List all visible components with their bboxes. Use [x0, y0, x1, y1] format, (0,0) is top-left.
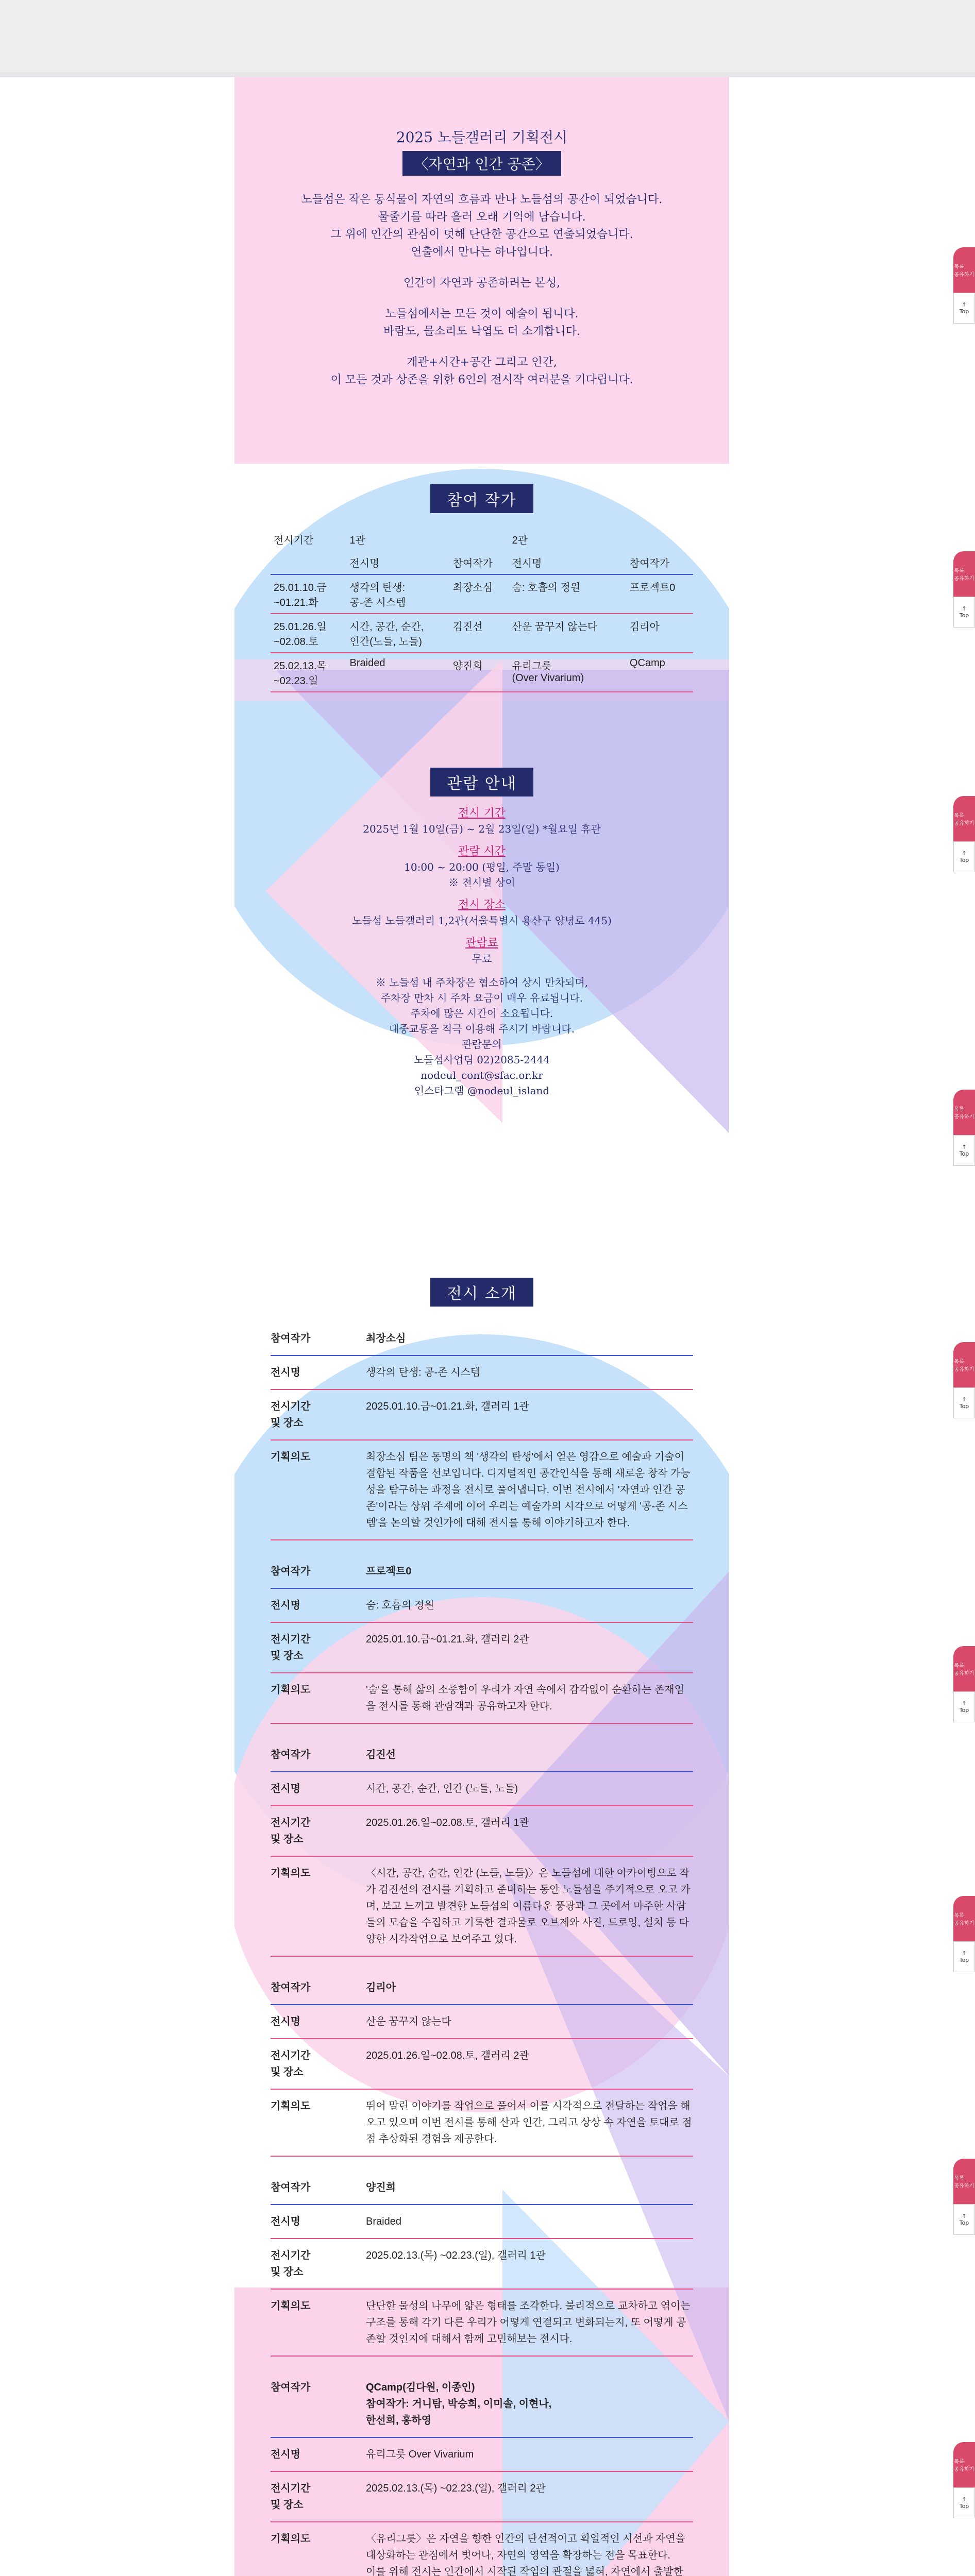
table-cell: 산운 꿈꾸지 않는다	[509, 614, 626, 653]
table-cell: 김진선	[450, 614, 509, 653]
intro-paragraph: 인간이 자연과 공존하려는 본성,	[403, 277, 561, 290]
description-key: 전시명	[271, 1783, 300, 1794]
description-row	[271, 1738, 693, 1772]
description-row	[271, 2438, 693, 2472]
side-button-group	[953, 796, 975, 872]
guide-label: 전시 기간	[458, 807, 506, 820]
top-button[interactable]	[953, 1691, 975, 1722]
table-header	[271, 551, 347, 574]
description-key: 기획의도	[271, 2300, 311, 2312]
arrow-up-icon: ↑	[962, 850, 967, 857]
description-key: 전시기간 및 장소	[271, 2483, 311, 2511]
share-side-button[interactable]: 목록 공유하기	[953, 2442, 975, 2487]
table-cell: 25.01.10.금 ~01.21.화	[271, 574, 347, 614]
table-cell: 25.02.13.목 ~02.23.일	[271, 653, 347, 692]
guide-info	[271, 806, 693, 967]
description-key: 전시명	[271, 1600, 300, 1611]
description-value: 김리아	[366, 1982, 396, 1993]
table-row	[271, 614, 693, 653]
description-key: 전시기간 및 장소	[271, 1817, 311, 1845]
guide-text: 노들섬 노들갤러리 1,2관(서울특별시 용산구 양녕로 445)	[352, 914, 612, 927]
table-cell: 생각의 탄생: 공-존 시스템	[347, 574, 450, 614]
description-row	[271, 2472, 693, 2522]
description-value: 산운 꿈꾸지 않는다	[366, 2016, 451, 2027]
description-key: 전시명	[271, 2449, 300, 2460]
table-cell: Braided	[347, 653, 450, 692]
description-row	[271, 1322, 693, 1356]
exhibition-description	[271, 1971, 693, 2171]
description-value: 〈유리그릇〉은 자연을 향한 인간의 단선적이고 획일적인 시선과 자연을 대상화하는 관점에서 벗어나, 자연의 영역을 확장하는 전을 목표한다. 이를 위해 전시는 인간에서 시작된 작업의 관절을 넓혀, 자연에서 출발한	[366, 2533, 685, 2576]
description-key: 참여작가	[271, 2182, 311, 2193]
description-row	[271, 2039, 693, 2090]
description-value: 〈시간, 공간, 순간, 인간 (노들, 노들)〉은 노들섬에 대한 아카이빙으로 작가 김진선의 전시를 기획하고 준비하는 동안 노들섬을 주기적으로 오고 가며, 보고 느끼고 발견한 노들섬의 이름다운 풍광과 그 곳에서 마주한 사람들의 모습을 수집하고 기록한 결과물로 오브제와 사진, 드로잉, 설치 등 다양한 시각작업으로 보여주고 있다.	[366, 1868, 691, 1945]
table-header: 전시명	[347, 551, 450, 574]
share-side-button[interactable]: 목록 공유하기	[953, 247, 975, 293]
top-button[interactable]	[953, 1387, 975, 1418]
description-value: '숨'을 통해 삶의 소중함이 우리가 자연 속에서 감각없이 순환하는 존재임을 전시를 통해 관람객과 공유하고자 한다.	[366, 1684, 684, 1712]
description-row	[271, 2005, 693, 2039]
table-cell: 최장소심	[450, 574, 509, 614]
top-label: Top	[959, 1150, 969, 1157]
description-row	[271, 1555, 693, 1589]
side-button-group	[953, 1342, 975, 1418]
description-key: 기획의도	[271, 1684, 311, 1696]
description-row	[271, 1971, 693, 2005]
table-row	[271, 653, 693, 692]
intro-paragraph: 노들섬은 작은 동식물이 자연의 흐름과 만나 노들섬의 공간이 되었습니다. 물줄기를 따라 흘러 오래 기억에 남습니다. 그 위에 인간의 관심이 덧해 단단한 공간으로 연출되었습니다. 연출에서 만나는 하나입니다.	[301, 193, 663, 259]
artists-section-title: 참여 작가	[430, 484, 533, 513]
table-cell: 2관	[512, 535, 528, 546]
intro-paragraph: 개관+시간+공간 그리고 인간, 이 모든 것과 상존을 위한 6인의 전시작 여러분을 기다립니다.	[330, 356, 633, 386]
intro-text	[271, 191, 693, 389]
share-side-button[interactable]: 목록 공유하기	[953, 1342, 975, 1387]
description-key: 전시명	[271, 2016, 300, 2027]
description-value: 2025.02.13.(목) ~02.23.(일), 갤러리 1관	[366, 2250, 546, 2261]
guide-section-title: 관람 안내	[430, 768, 533, 796]
description-value: 2025.01.10.금~01.21.화, 갤러리 2관	[366, 1634, 529, 1645]
inquiry-title: 관람문의	[462, 1038, 502, 1050]
description-value: 2025.01.26.일~02.08.토, 갤러리 2관	[366, 2050, 529, 2061]
description-key: 전시명	[271, 1367, 300, 1378]
top-label: Top	[959, 1707, 969, 1714]
top-label: Top	[959, 2219, 969, 2226]
share-side-button[interactable]: 목록 공유하기	[953, 551, 975, 597]
description-value: 김진선	[366, 1749, 396, 1760]
description-value: 뛰어 말린 이야기를 작업으로 풀어서 이를 시각적으로 전달하는 작업을 해오고 있으며 이번 전시를 통해 산과 인간, 그리고 상상 속 자연을 토대로 점점 추상화된 경험을 제공한다.	[366, 2100, 692, 2145]
description-value: 최장소심	[366, 1333, 406, 1344]
table-header: 참여작가	[627, 551, 693, 574]
top-button[interactable]	[953, 1135, 975, 1166]
guide-text: 무료	[472, 953, 492, 965]
share-side-button[interactable]: 목록 공유하기	[953, 1896, 975, 1941]
inquiry-info: 노들섬사업팀 02)2085-2444 nodeul_cont@sfac.or.kr 인스타그램 @nodeul_island	[413, 1054, 550, 1097]
description-value: 2025.01.10.금~01.21.화, 갤러리 1관	[366, 1401, 529, 1412]
description-value: 숨: 호흡의 정원	[366, 1600, 434, 1611]
arrow-up-icon: ↑	[962, 301, 967, 308]
description-row	[271, 1390, 693, 1440]
top-button[interactable]	[953, 597, 975, 628]
description-row	[271, 1356, 693, 1390]
share-side-button[interactable]: 목록 공유하기	[953, 1646, 975, 1691]
description-row	[271, 1806, 693, 1857]
side-button-group	[953, 247, 975, 324]
description-key: 전시기간 및 장소	[271, 1634, 311, 1662]
description-value: QCamp(김다원, 이종인) 참여작가: 거니탐, 박승희, 이미솔, 이현나, 한선희, 홍하영	[366, 2382, 552, 2426]
top-label: Top	[959, 308, 969, 315]
intro-subtitle: 〈자연과 인간 공존〉	[402, 151, 561, 176]
table-row	[271, 574, 693, 614]
top-label: Top	[959, 1403, 969, 1410]
top-button[interactable]	[953, 1941, 975, 1972]
intro-paragraph: 노들섬에서는 모든 것이 예술이 됩니다. 바람도, 물소리도 낙엽도 더 소개합니다.	[383, 308, 580, 338]
table-cell: 1관	[349, 535, 365, 546]
description-key: 전시기간 및 장소	[271, 1401, 311, 1429]
guide-notes: ※ 노들섬 내 주차장은 협소하여 상시 만차되며, 주차장 만차 시 주차 요금이 매우 유료됩니다. 주차에 많은 시간이 소요됩니다. 대중교통을 적극 이용해 주시기 바랍니다.	[375, 976, 589, 1035]
description-key: 참여작가	[271, 1333, 311, 1344]
description-row	[271, 2290, 693, 2357]
desc-section-title: 전시 소개	[430, 1278, 533, 1307]
description-row	[271, 1589, 693, 1623]
guide-text: 10:00 ~ 20:00 (평일, 주말 동일) ※ 전시별 상이	[404, 861, 560, 889]
side-button-group	[953, 1646, 975, 1722]
description-key: 기획의도	[271, 1868, 311, 1879]
arrow-up-icon: ↑	[962, 1396, 967, 1403]
description-key: 전시명	[271, 2216, 300, 2227]
side-button-group	[953, 551, 975, 628]
top-button[interactable]	[953, 2487, 975, 2518]
share-side-button[interactable]: 목록 공유하기	[953, 2159, 975, 2204]
exhibition-description	[271, 2371, 693, 2576]
top-button[interactable]	[953, 841, 975, 872]
guide-label: 관람료	[465, 937, 498, 950]
description-value: 최장소심 팀은 동명의 책 '생각의 탄생'에서 얻은 영감으로 예술과 기술이 결합된 작품을 선보입니다. 디지털적인 공간인식을 통해 새로운 창작 가능성을 탐구하는 과정을 전시로 풀어냅니다. 이번 전시에서 '자연과 인간 공존'이라는 상위 주제에 이어 우리는 예술가의 시각으로 어떻게 '공-존 시스템'을 논의할 것인가에 대해 전시를 통해 이야기하고자 한다.	[366, 1451, 691, 1529]
table-cell: QCamp	[627, 653, 693, 692]
description-value: 2025.02.13.(목) ~02.23.(일), 갤러리 2관	[366, 2483, 546, 2494]
arrow-up-icon: ↑	[962, 605, 967, 612]
exhibition-description	[271, 1322, 693, 1555]
side-button-group	[953, 1896, 975, 1972]
description-key: 참여작가	[271, 2382, 311, 2393]
exhibition-poster	[234, 77, 729, 2576]
table-cell: 숨: 호흡의 정원	[509, 574, 626, 614]
description-row	[271, 1623, 693, 1673]
intro-title: 2025 노들갤러리 기획전시	[396, 129, 568, 146]
arrow-up-icon: ↑	[962, 2213, 967, 2219]
table-header: 전시명	[509, 551, 626, 574]
table-header: 참여작가	[450, 551, 509, 574]
description-value: 양진희	[366, 2182, 396, 2193]
share-side-button[interactable]: 목록 공유하기	[953, 796, 975, 841]
arrow-up-icon: ↑	[962, 1700, 967, 1707]
description-row	[271, 1857, 693, 1957]
side-button-group	[953, 1090, 975, 1166]
description-key: 전시기간 및 장소	[271, 2050, 311, 2078]
arrow-up-icon: ↑	[962, 1144, 967, 1150]
exhibition-description	[271, 1738, 693, 1971]
exhibition-descriptions	[271, 1322, 693, 2576]
description-row	[271, 1772, 693, 1806]
guide-label: 전시 장소	[458, 899, 506, 911]
top-button[interactable]	[953, 2204, 975, 2235]
description-key: 기획의도	[271, 1451, 311, 1463]
table-cell: 김리아	[627, 614, 693, 653]
description-value: 2025.01.26.일~02.08.토, 갤러리 1관	[366, 1817, 529, 1828]
description-value: 프로젝트0	[366, 1566, 412, 1577]
description-row	[271, 2371, 693, 2438]
table-cell: 양진희	[450, 653, 509, 692]
description-key: 참여작가	[271, 1566, 311, 1577]
description-value: Braided	[366, 2216, 401, 2227]
top-button[interactable]	[953, 293, 975, 324]
table-cell: 시간, 공간, 순간, 인간(노들, 노들)	[347, 614, 450, 653]
top-label: Top	[959, 612, 969, 619]
table-cell: 프로젝트0	[627, 574, 693, 614]
artists-table	[271, 528, 693, 692]
top-label: Top	[959, 1957, 969, 1963]
table-cell: 25.01.26.일 ~02.08.토	[271, 614, 347, 653]
side-button-group	[953, 2442, 975, 2518]
arrow-up-icon: ↑	[962, 1950, 967, 1957]
description-row	[271, 2090, 693, 2157]
table-cell: 전시기간	[274, 535, 314, 546]
description-row	[271, 2239, 693, 2290]
description-row	[271, 1440, 693, 1540]
guide-label: 관람 시간	[458, 845, 506, 858]
side-button-group	[953, 2159, 975, 2235]
description-value: 시간, 공간, 순간, 인간 (노들, 노들)	[366, 1783, 518, 1794]
arrow-up-icon: ↑	[962, 2496, 967, 2503]
description-key: 기획의도	[271, 2100, 311, 2112]
description-key: 기획의도	[271, 2533, 311, 2545]
top-label: Top	[959, 2503, 969, 2510]
description-key: 참여작가	[271, 1982, 311, 1993]
browser-top-bar	[0, 0, 975, 77]
description-row	[271, 2522, 693, 2576]
table-cell: 유리그릇 (Over Vivarium)	[509, 653, 626, 692]
description-row	[271, 1673, 693, 1724]
exhibition-description	[271, 2171, 693, 2371]
guide-text: 2025년 1월 10일(금) ~ 2월 23일(일) *월요일 휴관	[363, 823, 601, 835]
description-key: 전시기간 및 장소	[271, 2250, 311, 2278]
share-side-button[interactable]: 목록 공유하기	[953, 1090, 975, 1135]
description-value: 단단한 물성의 나무에 얇은 형태를 조각한다. 불리적으로 교차하고 엮이는 구조를 통해 각기 다른 우리가 어떻게 연결되고 변화되는지, 또 어떻게 공존할 것인지에 대해서 함께 고민해보는 전시다.	[366, 2300, 691, 2345]
description-key: 참여작가	[271, 1749, 311, 1760]
description-value: 생각의 탄생: 공-존 시스템	[366, 1367, 481, 1378]
description-value: 유리그릇 Over Vivarium	[366, 2449, 474, 2460]
exhibition-description	[271, 1555, 693, 1738]
description-row	[271, 2171, 693, 2205]
top-label: Top	[959, 857, 969, 863]
description-row	[271, 2205, 693, 2239]
